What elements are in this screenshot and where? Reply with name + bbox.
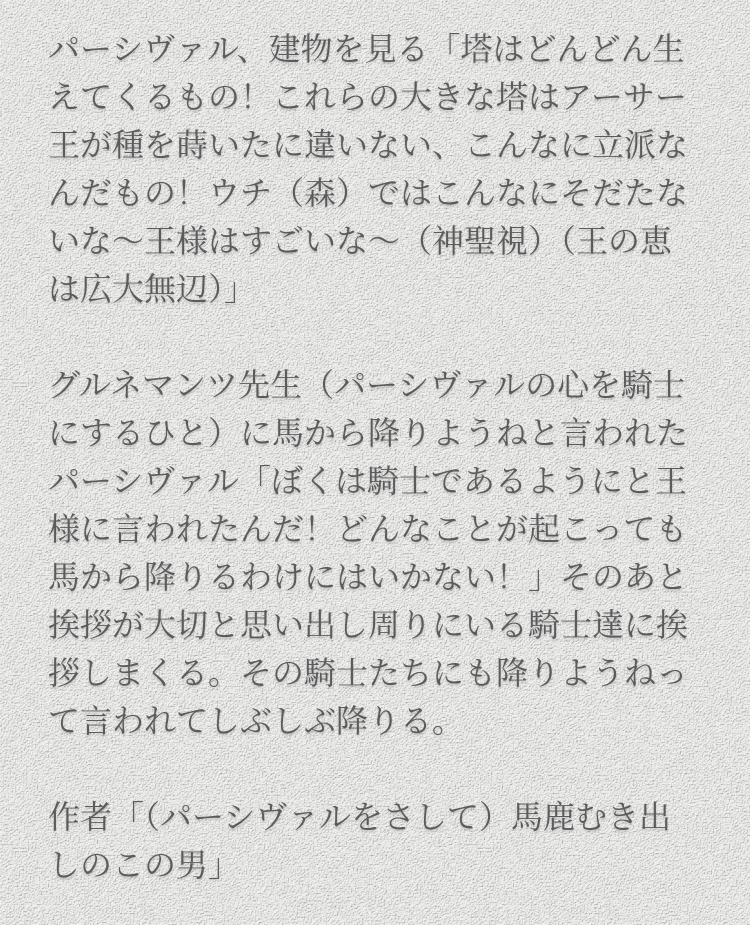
text-line: 馬から降りるわけにはいかない！」そのあと — [48, 559, 689, 595]
paragraph-gurnemanz — [48, 361, 712, 745]
text-line: いな〜王様はすごいな〜（神聖視）（王の恵 — [48, 223, 673, 259]
paragraph-author-comment — [48, 793, 712, 889]
text-line: 様に言われたんだ！どんなことが起こっても — [48, 511, 688, 547]
text-line: 王が種を蒔いたに違いない、こんなに立派な — [48, 127, 689, 163]
text-line: は広大無辺）」 — [48, 271, 257, 307]
text-line: 作者「（パーシヴァルをさして）馬鹿むき出 — [48, 799, 672, 835]
paragraph-percival-tower — [48, 25, 712, 313]
text-line: にするひと）に馬から降りようねと言われた — [48, 415, 689, 451]
text-line: パーシヴァル「ぼくは騎士であるようにと王 — [48, 463, 688, 499]
text-line: えてくるもの！これらの大きな塔はアーサー — [48, 79, 688, 115]
text-line: んだもの！ウチ（森）ではこんなにそだたな — [48, 175, 689, 211]
text-line: 挨拶が大切と思い出し周りにいる騎士達に挨 — [48, 607, 689, 643]
text-line: グルネマンツ先生（パーシヴァルの心を騎士 — [48, 367, 686, 403]
text-line: て言われてしぶしぶ降りる。 — [48, 703, 465, 739]
text-line: パーシヴァル、建物を見る「塔はどんどん生 — [48, 31, 685, 67]
text-line: 拶しまくる。その騎士たちにも降りようねっ — [48, 655, 689, 691]
text-line: しのこの男」 — [48, 847, 241, 883]
